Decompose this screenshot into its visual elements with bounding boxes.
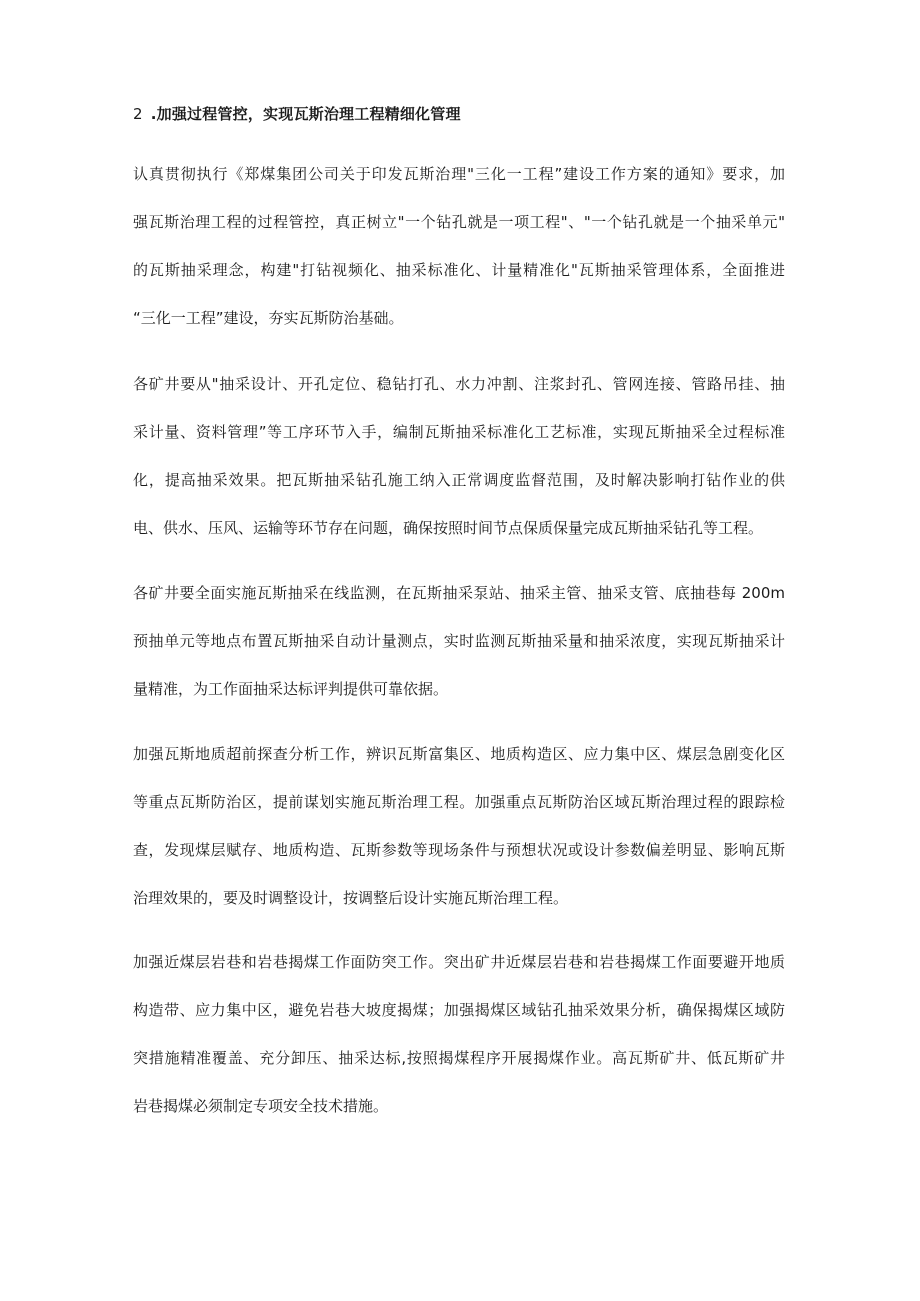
paragraph-line: 预抽单元等地点布置瓦斯抽采自动计量测点，实时监测瓦斯抽采量和抽采浓度，实现瓦斯抽采计 [133, 632, 785, 650]
paragraph-line: 量精准，为工作面抽采达标评判提供可靠依据。 [133, 680, 449, 698]
paragraph-line: 突措施精准覆盖、充分卸压、抽采达标,按照揭煤程序开展揭煤作业。高瓦斯矿井、低瓦斯矿井 [133, 1049, 785, 1067]
paragraph-line: 加强瓦斯地质超前探查分析工作，辨识瓦斯富集区、地质构造区、应力集中区、煤层急剧变化区 [133, 745, 785, 763]
paragraph-2 [133, 372, 793, 564]
paragraph-line: 加强近煤层岩巷和岩巷揭煤工作面防突工作。突出矿井近煤层岩巷和岩巷揭煤工作面要避开地质 [133, 953, 785, 971]
section-number: 2 [133, 105, 143, 123]
paragraph-line: 构造带、应力集中区，避免岩巷大坡度揭煤；加强揭煤区域钻孔抽采效果分析，确保揭煤区域防 [133, 1001, 785, 1019]
paragraph-line: 化，提高抽采效果。把瓦斯抽采钻孔施工纳入正常调度监督范围，及时解决影响打钻作业的供 [133, 471, 785, 489]
paragraph-line: 的瓦斯抽采理念，构建"打钻视频化、抽采标准化、计量精准化"瓦斯抽采管理体系，全面推进 [133, 261, 785, 279]
paragraph-3 [133, 581, 793, 725]
paragraph-line: 各矿井要从"抽采设计、开孔定位、稳钻打孔、水力冲割、注浆封孔、管网连接、管路吊挂、抽 [133, 375, 785, 393]
section-title: .加强过程管控，实现瓦斯治理工程精细化管理 [150, 105, 461, 123]
paragraph-line: 治理效果的，要及时调整设计，按调整后设计实施瓦斯治理工程。 [133, 889, 569, 907]
paragraph-line: 等重点瓦斯防治区，提前谋划实施瓦斯治理工程。加强重点瓦斯防治区域瓦斯治理过程的跟踪检 [133, 793, 785, 811]
paragraph-line: 认真贯彻执行《郑煤集团公司关于印发瓦斯治理"三化一工程”建设工作方案的通知》要求，加 [133, 165, 785, 183]
paragraph-line: “三化一工程”建设，夯实瓦斯防治基础。 [133, 309, 404, 327]
section-heading [133, 103, 461, 124]
paragraph-line: 强瓦斯治理工程的过程管控，真正树立"一个钻孔就是一项工程"、"一个钻孔就是一个抽采单元" [133, 213, 785, 231]
paragraph-line: 采计量、资料管理”等工序环节入手，编制瓦斯抽采标准化工艺标准，实现瓦斯抽采全过程标准 [133, 423, 785, 441]
paragraph-4 [133, 742, 793, 934]
paragraph-line: 各矿井要全面实施瓦斯抽采在线监测，在瓦斯抽采泵站、抽采主管、抽采支管、底抽巷每 200m [133, 584, 785, 602]
paragraph-5 [133, 950, 793, 1142]
paragraph-1 [133, 162, 793, 354]
paragraph-line: 查，发现煤层赋存、地质构造、瓦斯参数等现场条件与预想状况或设计参数偏差明显、影响瓦斯 [133, 841, 785, 859]
paragraph-line: 岩巷揭煤必须制定专项安全技术措施。 [133, 1097, 389, 1115]
paragraph-line: 电、供水、压风、运输等环节存在问题，确保按照时间节点保质保量完成瓦斯抽采钻孔等工程。 [133, 519, 764, 537]
